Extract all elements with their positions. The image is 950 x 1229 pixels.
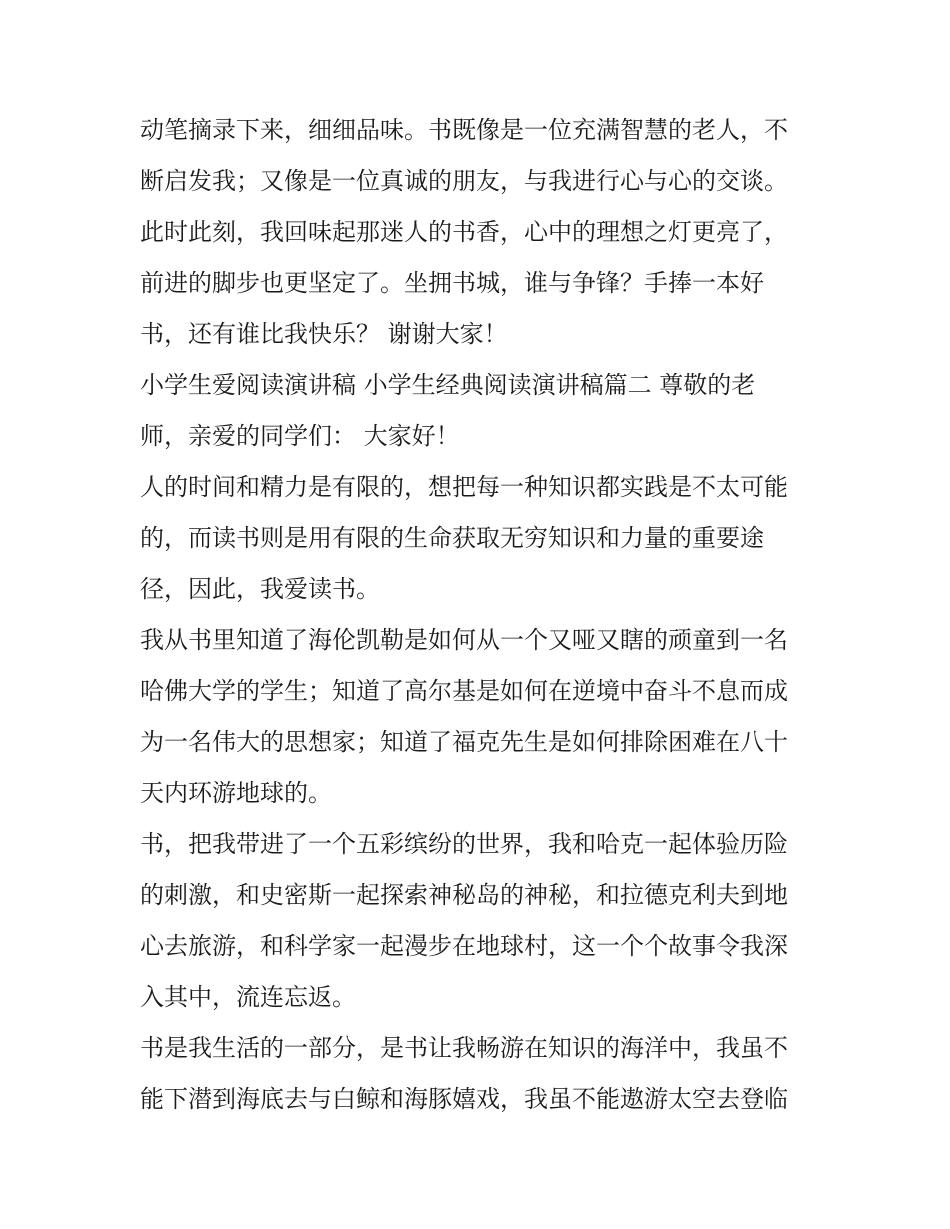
document-body bbox=[140, 105, 820, 1125]
text-line: 为一名伟大的思想家；知道了福克先生是如何排除困难在八十 bbox=[140, 728, 788, 756]
text-line: 心去旅游，和科学家一起漫步在地球村，这一个个故事令我深 bbox=[140, 932, 788, 960]
text-line: 径，因此，我爱读书。 bbox=[140, 575, 380, 603]
text-line: 断启发我；又像是一位真诚的朋友，与我进行心与心的交谈。 bbox=[140, 167, 788, 195]
text-line: 此时此刻，我回味起那迷人的书香，心中的理想之灯更亮了， bbox=[140, 218, 788, 246]
text-line: 书，把我带进了一个五彩缤纷的世界，我和哈克一起体验历险 bbox=[140, 830, 788, 858]
text-line: 能下潜到海底去与白鲸和海豚嬉戏，我虽不能遨游太空去登临 bbox=[140, 1085, 788, 1113]
text-line: 人的时间和精力是有限的，想把每一种知识都实践是不太可能 bbox=[140, 473, 788, 501]
text-line: 书是我生活的一部分，是书让我畅游在知识的海洋中，我虽不 bbox=[140, 1034, 788, 1062]
section-heading-line: 小学生爱阅读演讲稿 小学生经典阅读演讲稿篇二 尊敬的老 bbox=[140, 371, 756, 399]
text-line: 动笔摘录下来，细细品味。书既像是一位充满智慧的老人，不 bbox=[140, 116, 788, 144]
text-line: 哈佛大学的学生；知道了高尔基是如何在逆境中奋斗不息而成 bbox=[140, 677, 788, 705]
section-heading-line: 师，亲爱的同学们： 大家好！ bbox=[140, 422, 460, 450]
text-line: 我从书里知道了海伦凯勒是如何从一个又哑又瞎的顽童到一名 bbox=[140, 626, 788, 654]
text-line: 前进的脚步也更坚定了。坐拥书城，谁与争锋？手捧一本好 bbox=[140, 269, 764, 297]
text-line: 的刺激，和史密斯一起探索神秘岛的神秘，和拉德克利夫到地 bbox=[140, 881, 788, 909]
text-line: 入其中，流连忘返。 bbox=[140, 983, 356, 1011]
text-line: 天内环游地球的。 bbox=[140, 779, 332, 807]
text-line: 的，而读书则是用有限的生命获取无穷知识和力量的重要途 bbox=[140, 524, 764, 552]
text-line: 书，还有谁比我快乐？ 谢谢大家！ bbox=[140, 320, 508, 348]
